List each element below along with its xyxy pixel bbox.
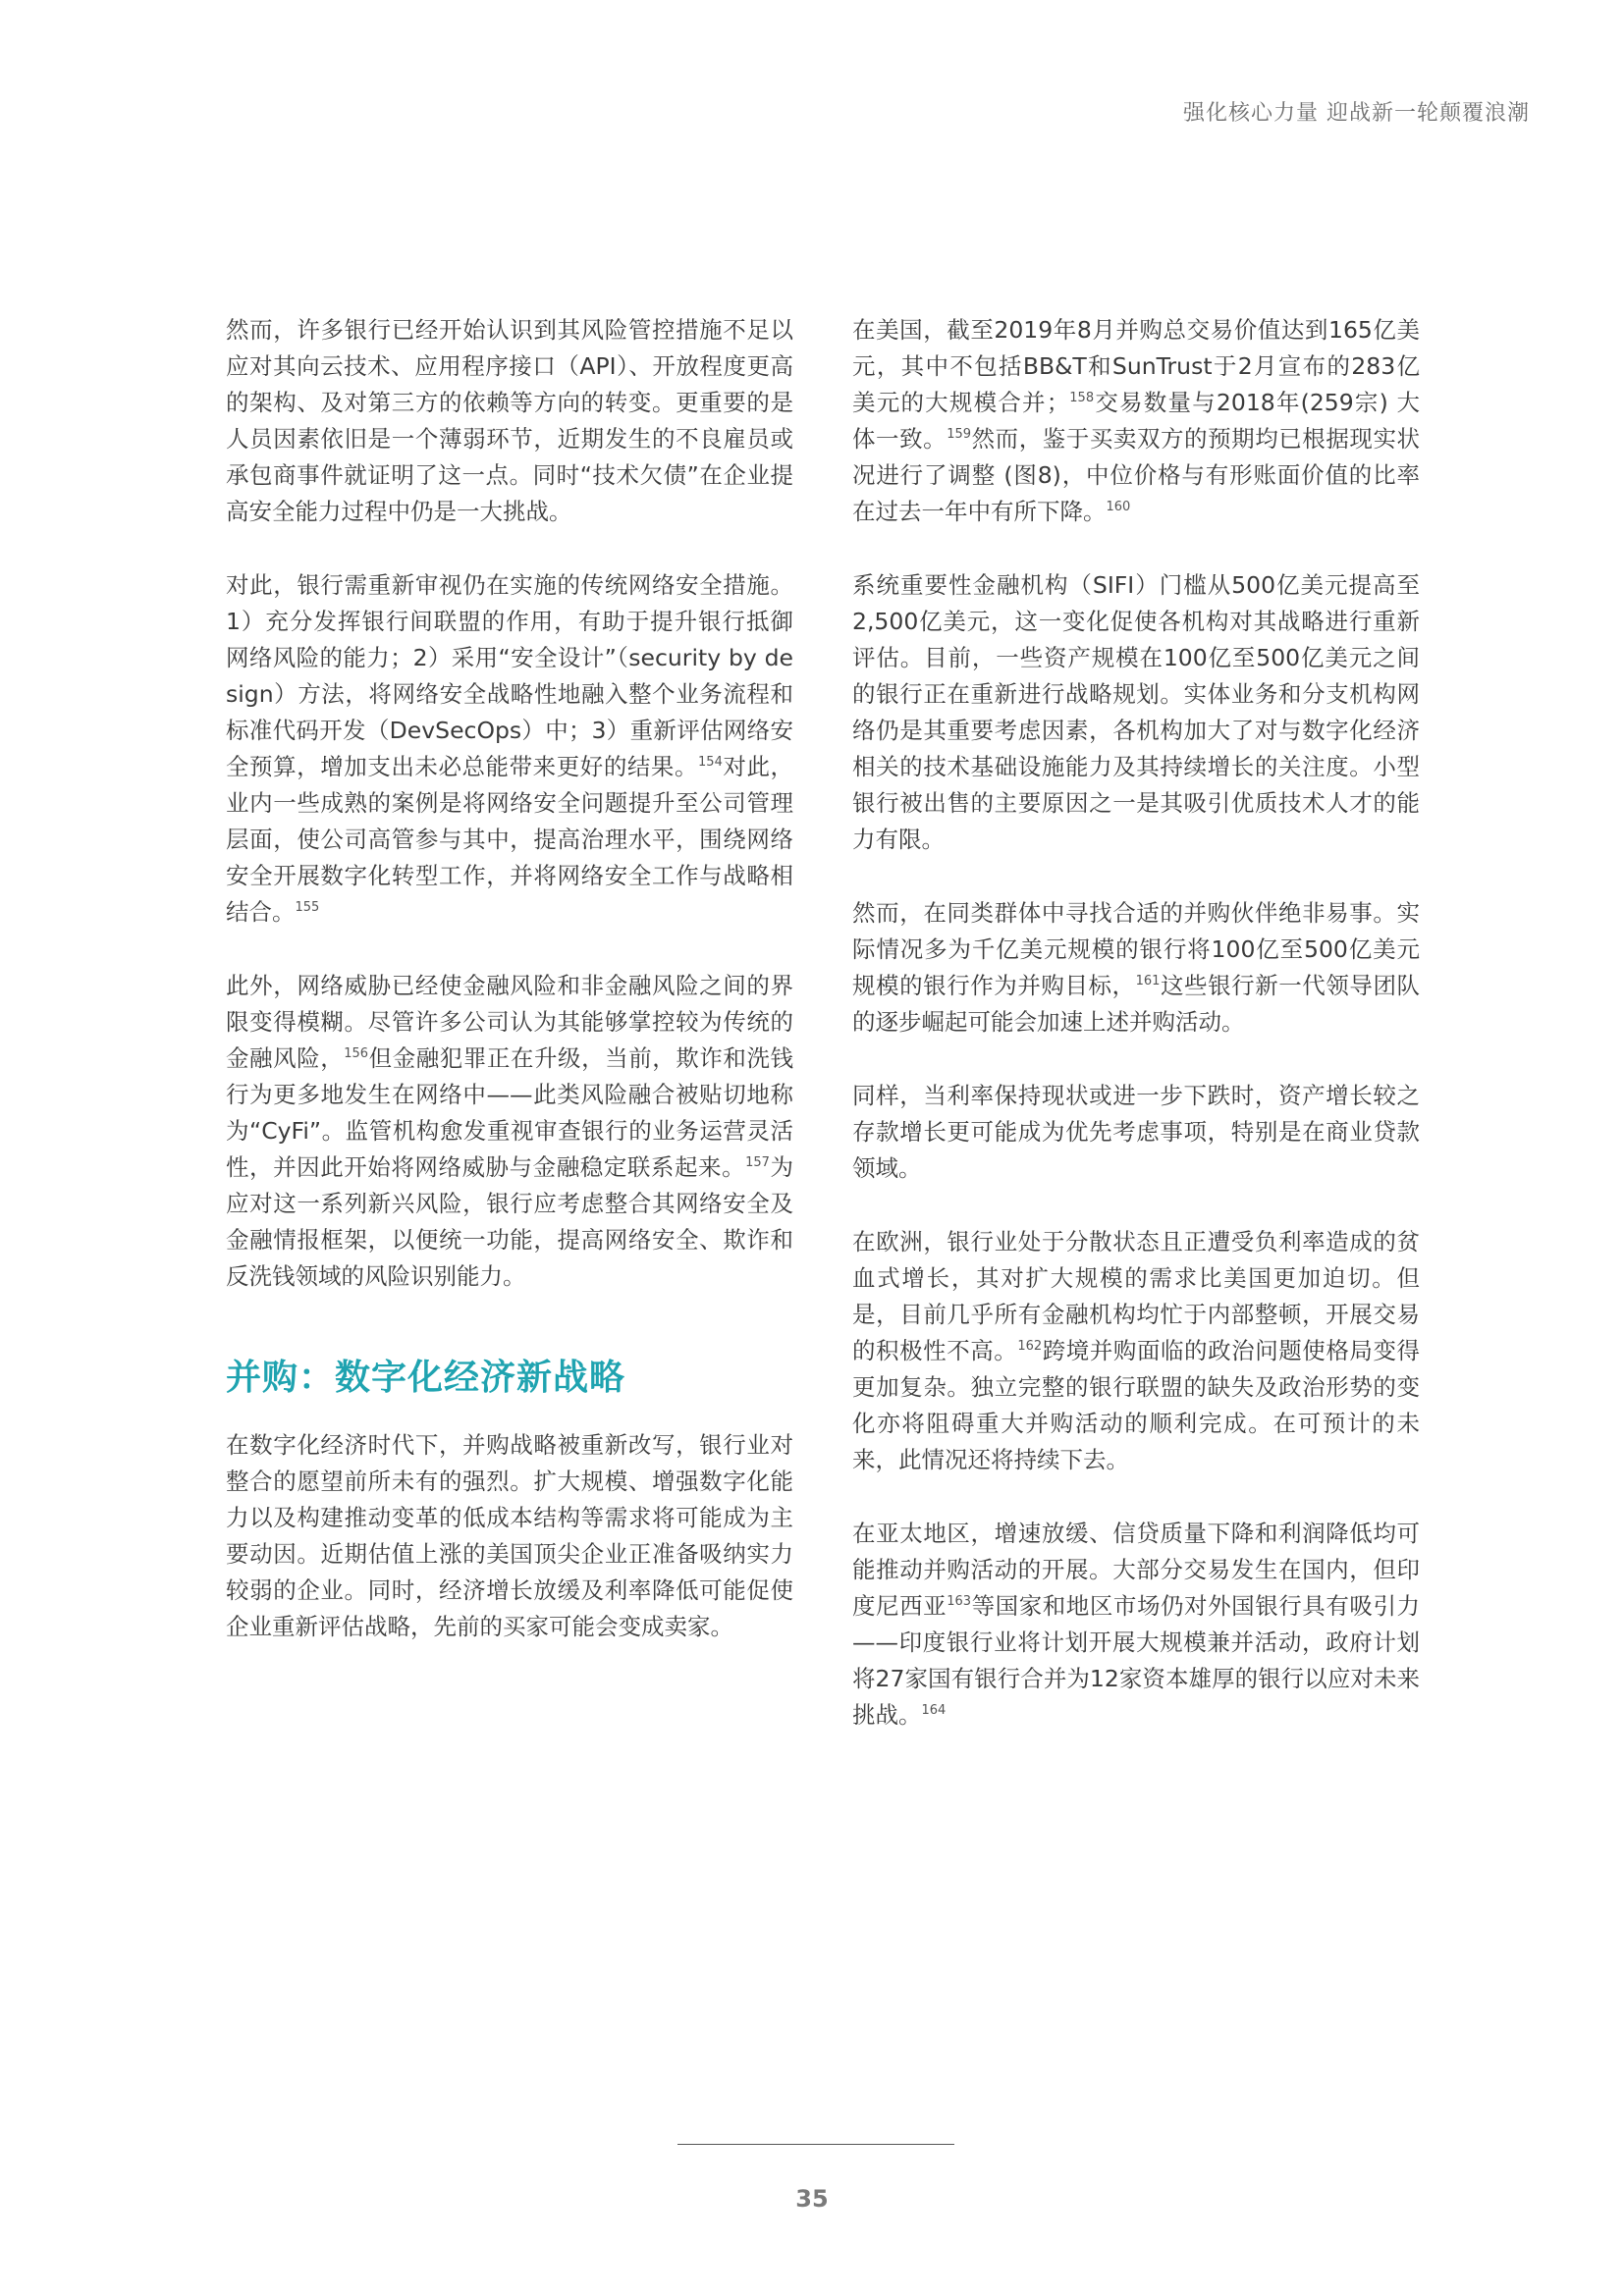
footnote-ref[interactable]: 162: [1017, 1339, 1043, 1354]
running-header: 强化核心力量 迎战新一轮颠覆浪潮: [1183, 101, 1530, 126]
paragraph-text: 等国家和地区市场仍对外国银行具有吸引力——印度银行业将计划开展大规模兼并活动，政府计划将27家国有银行合并为12家资本雄厚的银行以应对未来挑战。: [852, 1592, 1421, 1729]
footnote-ref[interactable]: 154: [698, 755, 723, 770]
paragraph-text: 为应对这一系列新兴风险，银行应考虑整合其网络安全及金融情报框架，以便统一功能，提高网络安全、欺诈和反洗钱领域的风险识别能力。: [226, 1153, 794, 1290]
footnote-ref[interactable]: 155: [295, 900, 320, 915]
footnote-ref[interactable]: 160: [1106, 500, 1131, 514]
paragraph: [852, 312, 1420, 530]
page-number: 35: [795, 2185, 829, 2213]
paragraph-text: 但金融犯罪正在升级，当前，欺诈和洗钱行为更多地发生在网络中——此类风险融合被贴切地称为“CyFi”。监管机构愈发重视审查银行的业务运营灵活性，并因此开始将网络威胁与金融稳定联系起来。: [226, 1044, 794, 1181]
paragraph-text: 这些银行新一代领导团队的逐步崛起可能会加速上述并购活动。: [852, 972, 1421, 1036]
right-column: [852, 312, 1420, 1771]
paragraph: 系统重要性金融机构（SIFI）门槛从500亿美元提高至2,500亿美元，这一变化促使各机构对其战略进行重新评估。目前，一些资产规模在100亿至500亿美元之间的银行正在重新进行战略规划。实体业务和分支机构网络仍是其重要考虑因素，各机构加大了对与数字化经济相关的技术基础设施能力及其持续增长的关注度。小型银行被出售的主要原因之一是其吸引优质技术人才的能力有限。: [852, 571, 1420, 853]
paragraph: 同样，当利率保持现状或进一步下跌时，资产增长较之存款增长更可能成为优先考虑事项，特别是在商业贷款领域。: [852, 1082, 1420, 1182]
paragraph: [852, 1516, 1420, 1734]
footnote-ref[interactable]: 163: [947, 1594, 972, 1609]
footnote-ref[interactable]: 157: [745, 1155, 770, 1170]
footnote-ref[interactable]: 159: [947, 427, 972, 442]
paragraph: [852, 895, 1420, 1041]
paragraph-text: 在美国，截至2019年8月并购总交易价值达到165亿美元，其中不包括BB&T和SunTrust于2月宣布的283亿美元的大规模合并；: [852, 316, 1420, 416]
paragraph-text: 在亚太地区，增速放缓、信贷质量下降和利润降低均可能推动并购活动的开展。大部分交易发生在国内，但印度尼西亚: [852, 1520, 1420, 1620]
paragraph-text: 对此，业内一些成熟的案例是将网络安全问题提升至公司管理层面，使公司高管参与其中，提高治理水平，围绕网络安全开展数字化转型工作，并将网络安全工作与战略相结合。: [226, 753, 794, 926]
paragraph: 然而，许多银行已经开始认识到其风险管控措施不足以应对其向云技术、应用程序接口（API）、开放程度更高的架构、及对第三方的依赖等方向的转变。更重要的是人员因素依旧是一个薄弱环节，近期发生的不良雇员或承包商事件就证明了这一点。同时“技术欠债”在企业提高安全能力过程中仍是一大挑战。: [226, 316, 793, 525]
footnote-ref[interactable]: 164: [921, 1703, 947, 1718]
paragraph-text: 然而，在同类群体中寻找合适的并购伙伴绝非易事。实际情况多为千亿美元规模的银行将100亿至500亿美元规模的银行作为并购目标，: [852, 899, 1420, 999]
paragraph-text: 跨境并购面临的政治问题使格局变得更加复杂。独立完整的银行联盟的缺失及政治形势的变化亦将阻碍重大并购活动的顺利完成。在可预计的未来，此情况还将持续下去。: [852, 1337, 1421, 1473]
section-title: 并购：数字化经济新战略: [226, 1358, 626, 1398]
paragraph-text: 对此，银行需重新审视仍在实施的传统网络安全措施。1）充分发挥银行间联盟的作用，有助于提升银行抵御网络风险的能力；2）采用“安全设计”（security by design）方法，将网络安全战略性地融入整个业务流程和标准代码开发（DevSecOps）中；3）重新评估网络安全预算，增加支出未必总能带来更好的结果。: [226, 571, 793, 780]
footnote-ref[interactable]: 158: [1069, 391, 1095, 405]
paragraph: [226, 968, 793, 1295]
paragraph: 在数字化经济时代下，并购战略被重新改写，银行业对整合的愿望前所未有的强烈。扩大规模、增强数字化能力以及构建推动变革的低成本结构等需求将可能成为主要动因。近期估值上涨的美国顶尖企业正准备吸纳实力较弱的企业。同时，经济增长放缓及利率降低可能促使企业重新评估战略，先前的买家可能会变成卖家。: [226, 1431, 793, 1640]
paragraph-text: 交易数量与2018年(259宗) 大体一致。: [852, 389, 1421, 453]
paragraph-text: 此外，网络威胁已经使金融风险和非金融风险之间的界限变得模糊。尽管许多公司认为其能够掌控较为传统的金融风险，: [226, 972, 793, 1072]
paragraph: [852, 1224, 1420, 1478]
paragraph: [226, 567, 793, 931]
paragraph-text: 在欧洲，银行业处于分散状态且正遭受负利率造成的贫血式增长，其对扩大规模的需求比美国更加迫切。但是，目前几乎所有金融机构均忙于内部整顿，开展交易的积极性不高。: [852, 1228, 1420, 1364]
footer-divider: [677, 2144, 954, 2145]
paragraph-text: 然而，鉴于买卖双方的预期均已根据现实状况进行了调整 (图8)，中位价格与有形账面价值的比率在过去一年中有所下降。: [852, 425, 1421, 525]
footnote-ref[interactable]: 156: [344, 1046, 369, 1061]
footnote-ref[interactable]: 161: [1135, 974, 1161, 988]
left-column: [226, 312, 793, 1682]
